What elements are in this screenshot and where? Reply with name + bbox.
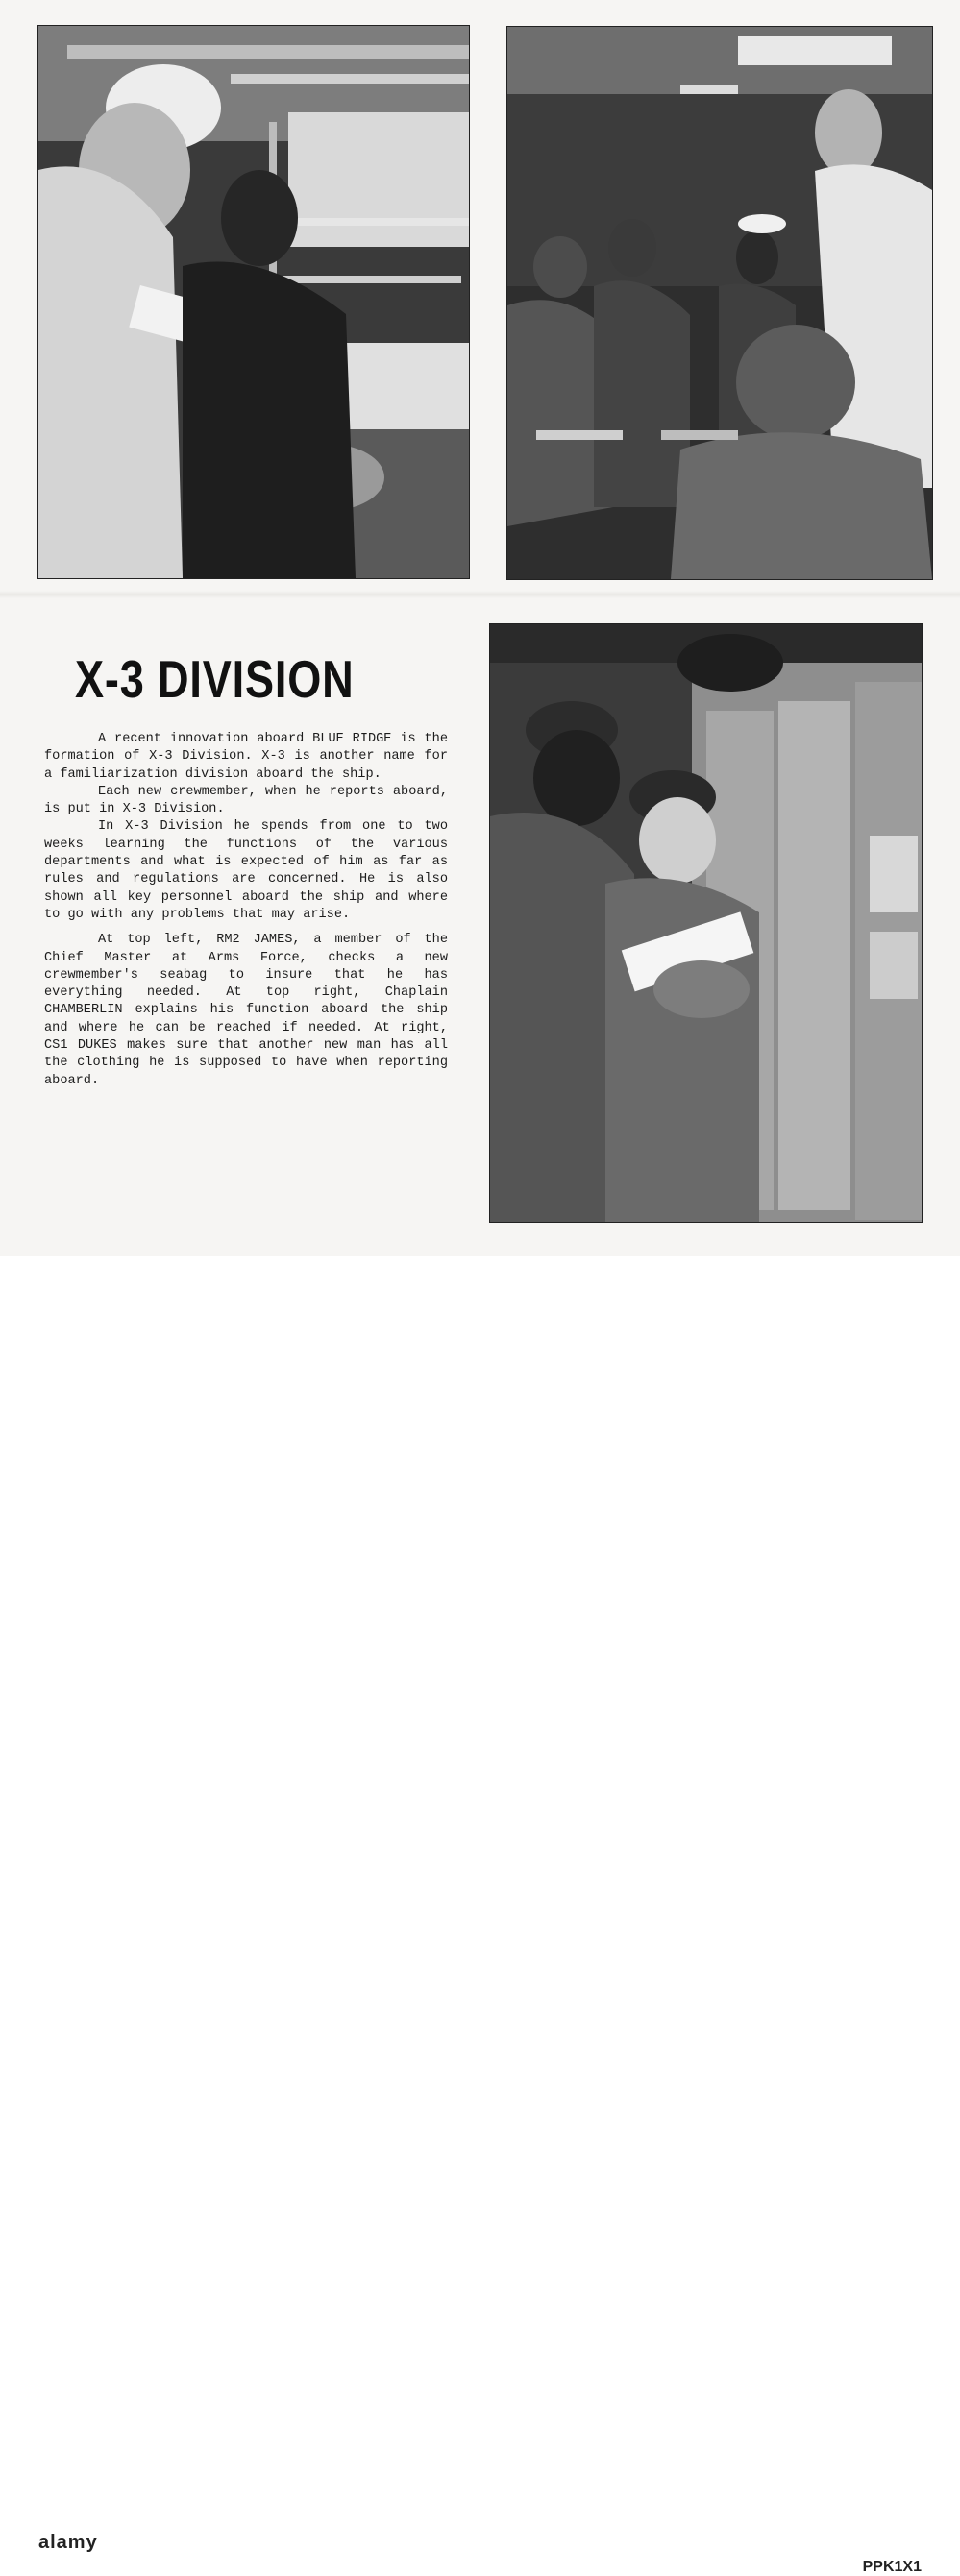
photo-chaplain-briefing	[507, 27, 932, 579]
photo-clothing-check	[490, 624, 922, 1222]
footer-strip	[0, 1256, 960, 2575]
paragraph-new-crewmember: Each new crewmember, when he reports aboard, is put in X-3 Division.	[44, 784, 448, 817]
paragraph-photo-captions: At top left, RM2 JAMES, a member of the Chief Master at Arms Force, checks a new crewmember's seabag to insure that he has everything needed. At top right, Chaplain CHAMBERLIN explains his function aboard the ship and where he can be reached if needed. At right, CS1 DUKES makes sure that another new man has all the clothing he is supposed to have when reporting aboard.	[44, 933, 448, 1088]
article-body	[44, 731, 448, 1090]
photo-seabag-check	[38, 26, 469, 578]
page-title: X-3 DIVISION	[75, 649, 355, 709]
paragraph-intro: A recent innovation aboard BLUE RIDGE is the formation of X-3 Division. X-3 is another name for a familiarization division aboard the ship.	[44, 732, 448, 782]
paragraph-division-details: In X-3 Division he spends from one to two weeks learning the functions of the various departments and what is expected of him as far as rules and regulations are concerned. He is also shown all key personnel aboard the ship and where to go with any problems that may arise.	[44, 819, 448, 922]
newsletter-page	[0, 0, 960, 1256]
page-fold	[0, 591, 960, 598]
image-id: PPK1X1	[862, 2559, 922, 2575]
watermark-logo: alamy	[38, 2532, 98, 2553]
